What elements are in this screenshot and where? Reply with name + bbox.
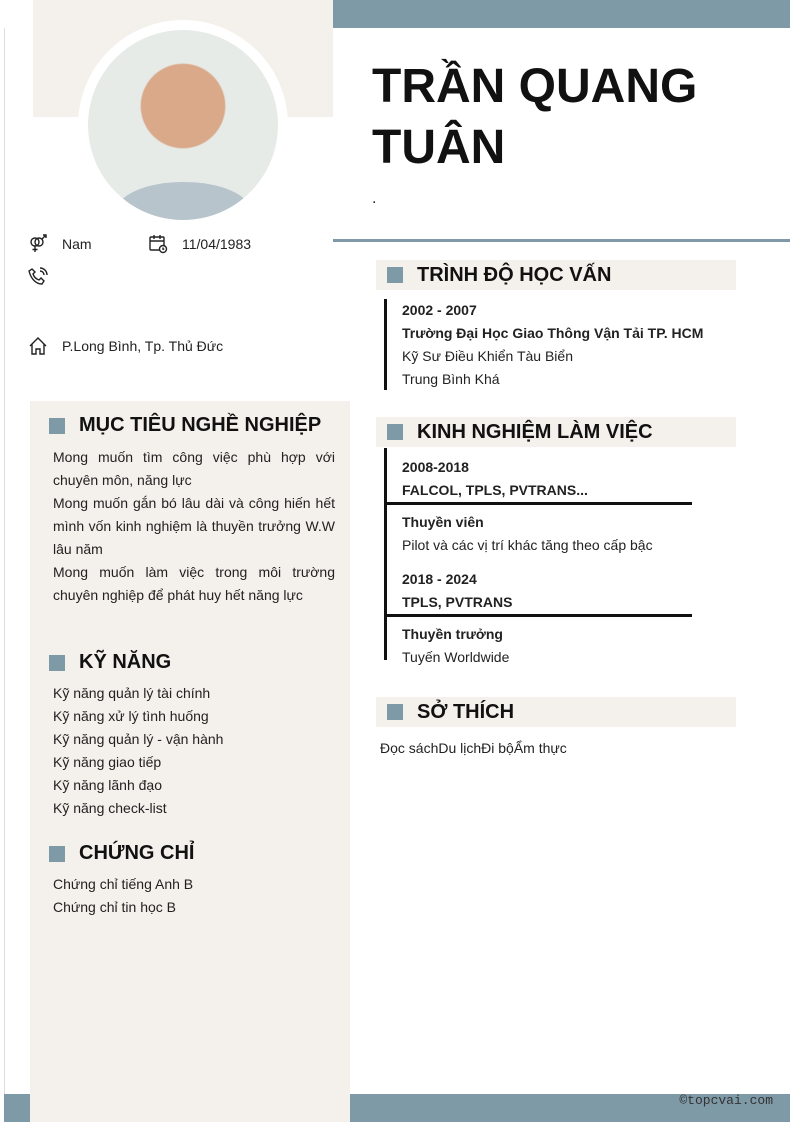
- square-bullet-icon: [387, 424, 403, 440]
- skills-heading: [49, 651, 171, 674]
- address-value: P.Long Bình, Tp. Thủ Đức: [62, 338, 224, 354]
- divider: [387, 614, 692, 617]
- name-line-1: TRẦN QUANG: [372, 60, 698, 113]
- watermark: ©topcvai.com: [679, 1093, 773, 1108]
- hobbies-text: Đọc sáchDu lịchĐi bộẨm thực: [380, 740, 567, 756]
- gender-icon: [28, 234, 48, 254]
- skill-item: Kỹ năng quản lý - vận hành: [53, 731, 224, 747]
- experience-position: Thuyền trưởng: [402, 626, 503, 642]
- certificates-list: [53, 873, 193, 919]
- hobbies-heading: [376, 697, 736, 727]
- sidebar-bottom: [30, 1094, 350, 1122]
- birthday-row: [148, 234, 251, 254]
- experience-period: 2008-2018: [402, 459, 469, 475]
- phone-icon: [28, 267, 48, 287]
- experience-heading: [376, 417, 736, 447]
- objective-title: MỤC TIÊU NGHỀ NGHIỆP: [79, 414, 322, 436]
- full-name: [372, 56, 697, 178]
- calendar-icon: [148, 234, 168, 254]
- square-bullet-icon: [49, 846, 65, 862]
- skill-item: Kỹ năng lãnh đạo: [53, 777, 162, 793]
- divider: [387, 502, 692, 505]
- skill-item: Kỹ năng quản lý tài chính: [53, 685, 211, 701]
- hobbies-title: SỞ THÍCH: [417, 700, 515, 723]
- education-major: Kỹ Sư Điều Khiển Tàu Biển: [402, 348, 573, 364]
- objective-item: Mong muốn tìm công việc phù hợp với chuyên môn, năng lực: [53, 449, 335, 488]
- education-heading: [376, 260, 736, 290]
- objective-item: Mong muốn gắn bó lâu dài và công hiến hết mình vốn kinh nghiệm là thuyền trưởng W.W lâu năm: [53, 495, 335, 557]
- certificates-title: CHỨNG CHỈ: [79, 842, 195, 864]
- experience-description: Tuyến Worldwide: [402, 649, 510, 665]
- education-period: 2002 - 2007: [402, 302, 477, 318]
- experience-item: [402, 568, 692, 669]
- certificates-heading: [49, 842, 194, 865]
- square-bullet-icon: [49, 418, 65, 434]
- skills-title: KỸ NĂNG: [79, 651, 172, 673]
- experience-company: FALCOL, TPLS, PVTRANS...: [402, 482, 588, 498]
- skills-list: [53, 682, 223, 820]
- objective-heading: [49, 414, 321, 437]
- education-grade: Trung Bình Khá: [402, 371, 500, 387]
- skill-item: Kỹ năng check-list: [53, 800, 167, 816]
- objective-item: Mong muốn làm việc trong môi trường chuyên nghiệp để phát huy hết năng lực: [53, 564, 335, 603]
- top-accent-bar: [333, 0, 790, 28]
- education-title: TRÌNH ĐỘ HỌC VẤN: [417, 263, 612, 286]
- objective-list: [53, 446, 335, 607]
- education-entry: [384, 299, 703, 390]
- experience-period: 2018 - 2024: [402, 571, 477, 587]
- experience-item: [402, 456, 692, 557]
- avatar: [78, 20, 288, 230]
- gender-row: [28, 234, 92, 254]
- experience-list: [384, 448, 692, 665]
- education-school: Trường Đại Học Giao Thông Vận Tải TP. HCM: [402, 325, 704, 341]
- birthday-value: 11/04/1983: [182, 236, 252, 252]
- skill-item: Kỹ năng xử lý tình huống: [53, 708, 209, 724]
- skill-item: Kỹ năng giao tiếp: [53, 754, 162, 770]
- experience-company: TPLS, PVTRANS: [402, 594, 513, 610]
- home-icon: [28, 336, 48, 356]
- job-title: .: [372, 190, 377, 207]
- experience-title: KINH NGHIỆM LÀM VIỆC: [417, 420, 653, 443]
- certificate-item: Chứng chỉ tiếng Anh B: [53, 876, 194, 892]
- square-bullet-icon: [387, 704, 403, 720]
- experience-description: Pilot và các vị trí khác tăng theo cấp bậc: [402, 537, 653, 553]
- experience-position: Thuyền viên: [402, 514, 484, 530]
- certificate-item: Chứng chỉ tin học B: [53, 899, 176, 915]
- address-row: [28, 336, 223, 356]
- square-bullet-icon: [49, 655, 65, 671]
- name-line-2: TUÂN: [372, 121, 506, 174]
- square-bullet-icon: [387, 267, 403, 283]
- header-divider: [333, 239, 790, 242]
- phone-row: [28, 267, 62, 287]
- gender-value: Nam: [62, 236, 92, 252]
- page-border: [4, 28, 5, 1122]
